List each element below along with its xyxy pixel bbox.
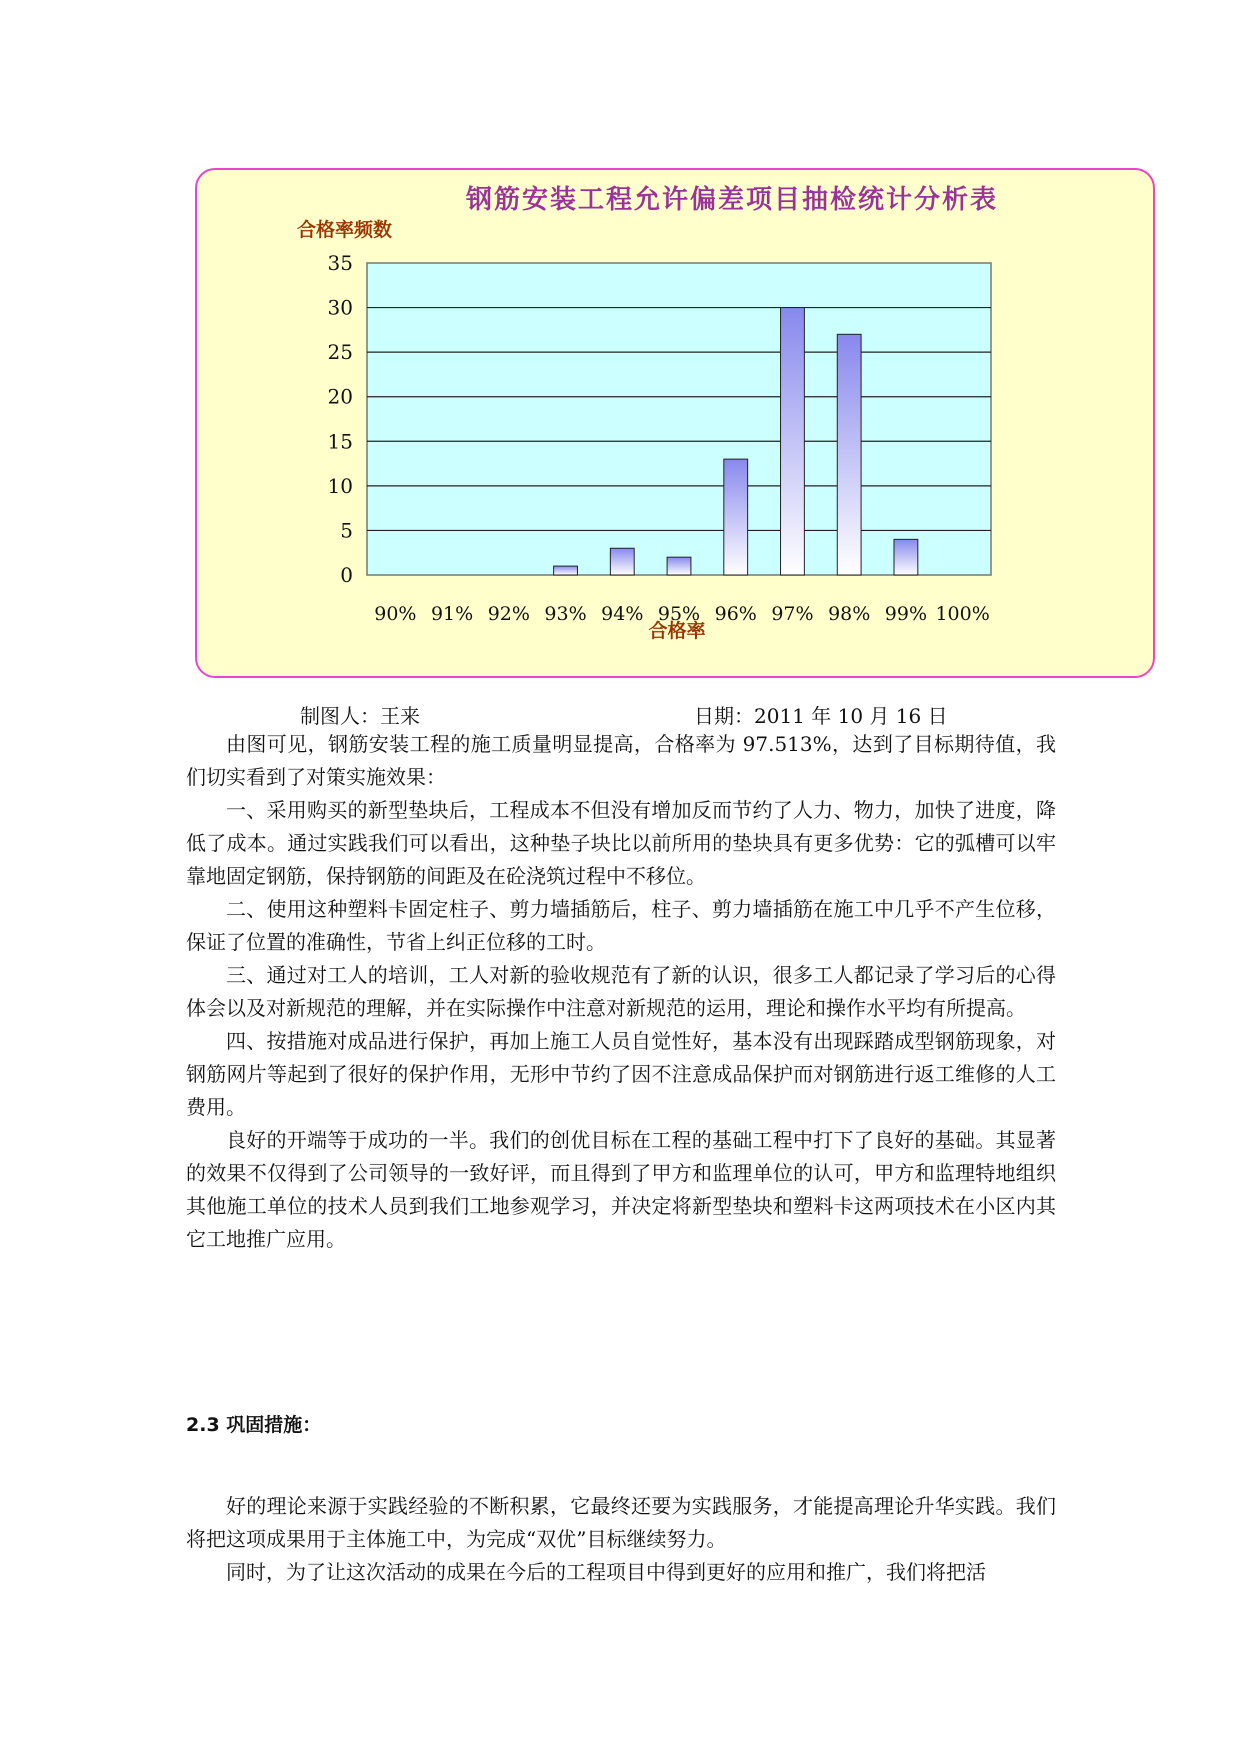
paragraph: 同时，为了让这次活动的成果在今后的工程项目中得到更好的应用和推广，我们将把活 (226, 1560, 986, 1584)
bar-98% (837, 334, 861, 575)
bar-99% (894, 539, 918, 575)
bar-97% (781, 308, 805, 575)
paragraph: 良好的开端等于成功的一半。我们的创优目标在工程的基础工程中打下了良好的基础。其显著的效果不仅得到了公司领导的一致好评，而且得到了甲方和监理单位的认可，甲方和监理特地组织其他施工单位的技术人员到我们工地参观学习，并决定将新型垫块和塑料卡这两项技术在小区内其它工地推广应用。 (186, 1128, 1056, 1251)
x-tick-labels (374, 603, 990, 625)
x-tick-label: 100% (935, 603, 990, 625)
section-heading: 2.3 巩固措施： (186, 1414, 322, 1436)
paragraph: 好的理论来源于实践经验的不断积累，它最终还要为实践服务，才能提高理论升华实践。我们将把这项成果用于主体施工中，为完成“双优”目标继续努力。 (186, 1494, 1056, 1551)
bar-96% (724, 459, 748, 575)
x-tick-label: 97% (771, 603, 814, 625)
y-tick-label: 35 (327, 251, 353, 275)
section-paragraphs (186, 1490, 1056, 1589)
y-tick-label: 5 (340, 518, 353, 543)
y-tick-label: 20 (327, 384, 353, 409)
y-tick-label: 10 (327, 473, 353, 498)
paragraph: 四、按措施对成品进行保护，再加上施工人员自觉性好，基本没有出现踩踏成型钢筋现象，对钢筋网片等起到了很好的保护作用，无形中节约了因不注意成品保护而对钢筋进行返工维修的人工费用。 (186, 1029, 1056, 1119)
plot-area (367, 263, 991, 575)
paragraph: 一、采用购买的新型垫块后，工程成本不但没有增加反而节约了人力、物力，加快了进度，降低了成本。通过实践我们可以看出，这种垫子块比以前所用的垫块具有更多优势：它的弧槽可以牢靠地固定钢筋，保持钢筋的间距及在砼浇筑过程中不移位。 (186, 798, 1056, 888)
bar-chart (197, 170, 1157, 680)
bar-93% (554, 566, 578, 575)
chart-title: 钢筋安装工程允许偏差项目抽检统计分析表 (465, 185, 999, 215)
x-tick-label: 98% (828, 603, 871, 625)
paragraph: 由图可见，钢筋安装工程的施工质量明显提高，合格率为 97.513%，达到了目标期待值，我们切实看到了对策实施效果： (186, 732, 1056, 789)
x-tick-label: 90% (374, 603, 417, 625)
paragraph: 二、使用这种塑料卡固定柱子、剪力墙插筋后，柱子、剪力墙插筋在施工中几乎不产生位移，保证了位置的准确性，节省上纠正位移的工时。 (186, 897, 1056, 954)
x-tick-label: 92% (487, 603, 530, 625)
y-tick-label: 15 (327, 429, 353, 454)
chart-author: 制图人：王来 (300, 704, 420, 728)
paragraph: 三、通过对工人的培训，工人对新的验收规范有了新的认识，很多工人都记录了学习后的心得体会以及对新规范的理解，并在实际操作中注意对新规范的运用，理论和操作水平均有所提高。 (186, 963, 1056, 1020)
y-tick-label: 30 (327, 295, 353, 320)
chart-panel (195, 168, 1155, 678)
bar-94% (610, 548, 634, 575)
y-tick-label: 0 (340, 563, 353, 587)
x-tick-label: 99% (884, 603, 928, 625)
x-tick-label: 91% (430, 603, 474, 625)
y-tick-labels (328, 251, 353, 587)
x-tick-label: 95% (657, 603, 701, 625)
y-tick-label: 25 (327, 340, 353, 365)
x-tick-label: 96% (714, 603, 757, 625)
chart-date: 日期：2011 年 10 月 16 日 (694, 704, 948, 728)
y-axis-label: 合格率频数 (297, 219, 393, 241)
bar-95% (667, 557, 691, 575)
main-paragraphs (186, 728, 1056, 1256)
x-axis-label: 合格率 (648, 620, 706, 642)
x-tick-label: 94% (601, 603, 644, 625)
x-tick-label: 93% (544, 603, 587, 625)
